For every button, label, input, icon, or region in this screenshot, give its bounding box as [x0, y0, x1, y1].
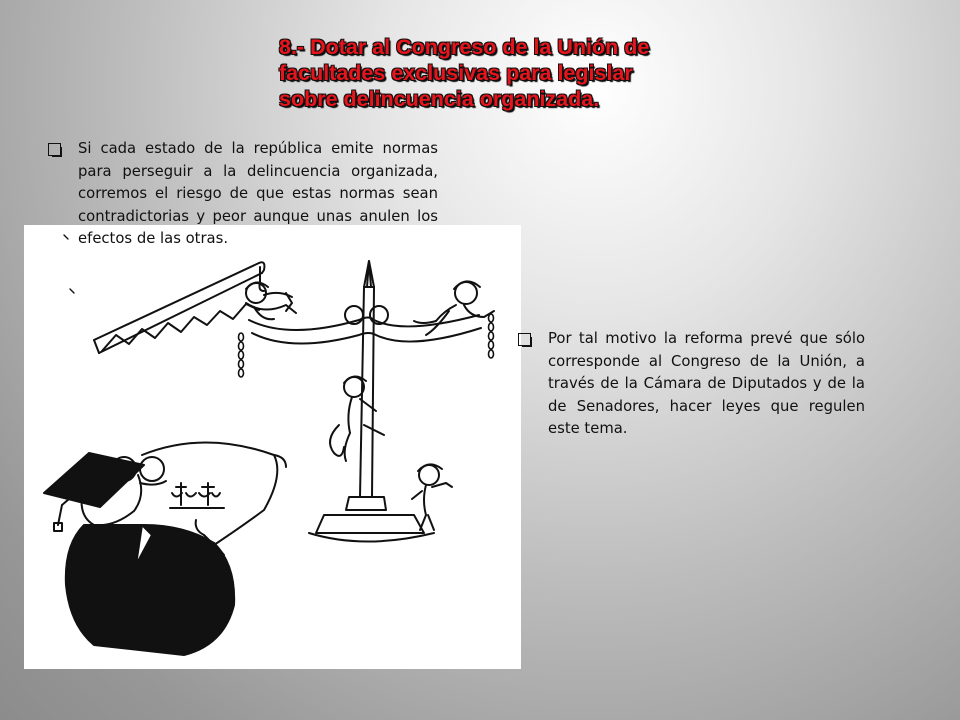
bullet-right-text: Por tal motivo la reforma prevé que sólo corresponde al Congreso de la Unión, a través de la Cámara de Diputados y de la de Senadores, hacer leyes que regulen este tema.	[548, 330, 865, 437]
chain-left	[239, 333, 244, 377]
bullet-point-right	[548, 328, 865, 441]
stray-marks	[64, 235, 74, 293]
worker-figure-climbing	[330, 376, 384, 461]
checkbox-bullet-icon	[48, 143, 61, 156]
worker-figure-right	[414, 281, 494, 335]
title-line-3: sobre delincuencia organizada.	[279, 87, 600, 111]
title-line-2: facultades exclusivas para legislar	[279, 61, 633, 85]
checkbox-bullet-icon	[518, 333, 531, 346]
scale-beam	[249, 261, 481, 344]
bullet-point-left	[78, 138, 438, 251]
worker-figure-left	[246, 282, 296, 319]
scales-of-justice-cartoon	[24, 225, 521, 669]
scale-pole	[309, 287, 434, 542]
bullet-left-text: Si cada estado de la república emite normas para perseguir a la delincuencia organizada, corremos el riesgo de que estas normas sean contradictorias y peor aunque unas anulen los efectos de las otras.	[78, 140, 438, 247]
cartoon-illustration	[24, 225, 521, 669]
title-line-1: 8.- Dotar al Congreso de la Unión de	[279, 35, 650, 59]
graduate-figure	[44, 453, 234, 655]
chain-right	[489, 314, 494, 358]
slide-title	[279, 34, 699, 112]
